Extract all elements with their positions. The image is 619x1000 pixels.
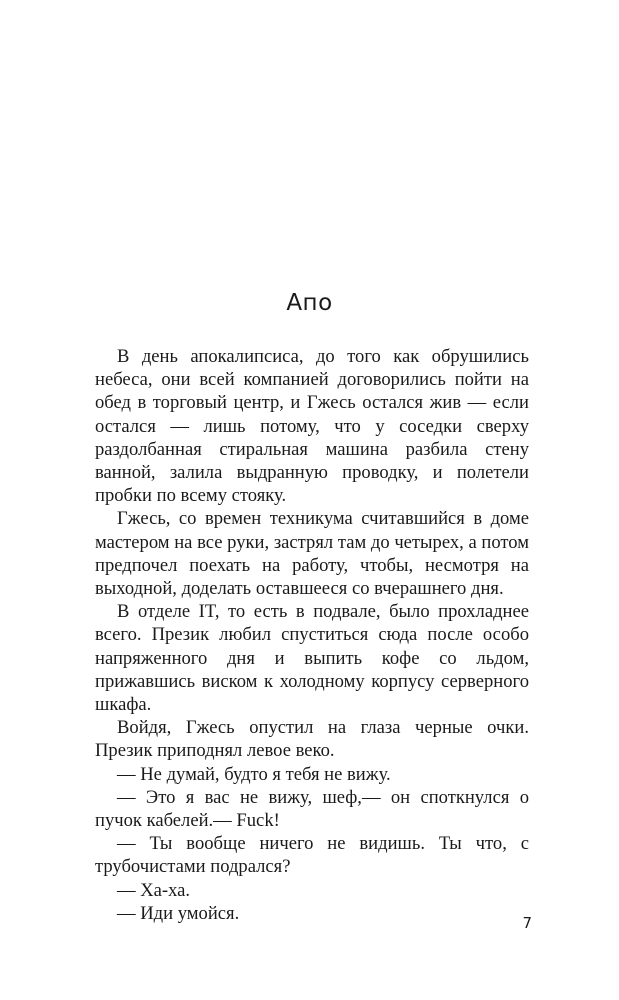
dialogue-line: — Не думай, будто я тебя не вижу. — [117, 763, 391, 785]
chapter-body — [95, 345, 529, 925]
paragraph: Войдя, Гжесь опустил на глаза черные очки. Презик приподнял левое веко. — [95, 717, 529, 762]
chapter-title: Апо — [286, 290, 333, 316]
dialogue-line: — Иди умойся. — [117, 902, 240, 924]
dialogue-line: — Ты вообще ничего не видишь. Ты что, с трубочистами подрался? — [95, 833, 529, 878]
page-number: 7 — [522, 914, 532, 932]
dialogue-line: — Это я вас не вижу, шеф,— он споткнулся о пучок кабелей.— Fuck! — [95, 786, 529, 832]
dialogue-line: — Ха-ха. — [117, 879, 191, 901]
paragraph: В отделе IT, то есть в подвале, было прохладнее всего. Презик любил спуститься сюда после особо напряженного дня и выпить кофе со льдом, прижавшись виском к холодному корпусу серверного шкафа. — [95, 601, 529, 716]
paragraph: В день апокалипсиса, до того как обрушились небеса, они всей компанией договорились пойти на обед в торговый центр, и Гжесь остался жив — если остался — лишь потому, что у соседки сверху раздолбанная стиральная машина разбила стену ванной, залила выдранную проводку, и полетели пробки по всему стояку. — [95, 346, 529, 507]
paragraph: Гжесь, со времен техникума считавшийся в доме мастером на все руки, застрял там до четырех, а потом предпочел поехать на работу, чтобы, несмотря на выходной, доделать оставшееся со вчерашнего дня. — [95, 508, 529, 600]
